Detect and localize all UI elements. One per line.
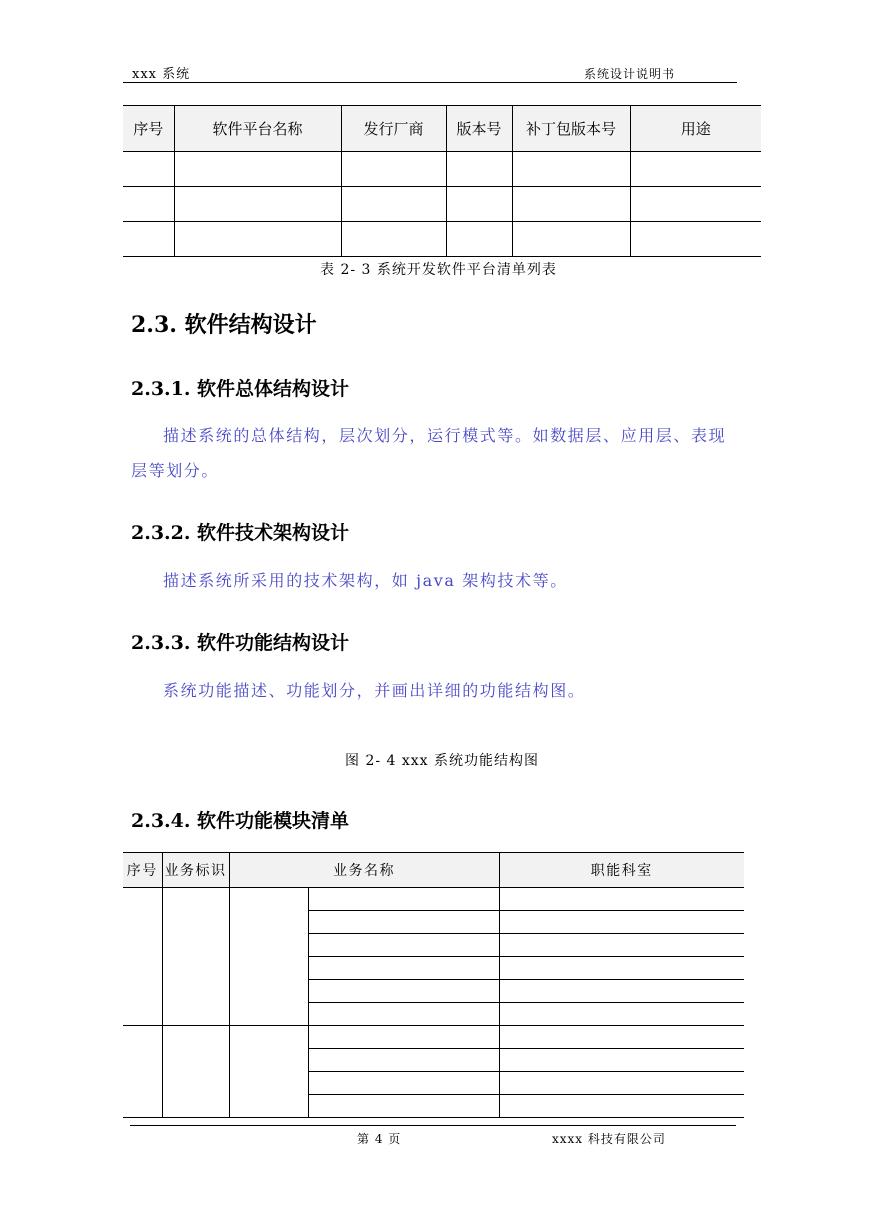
header-divider xyxy=(123,82,737,83)
heading-title: 软件功能模块清单 xyxy=(197,810,350,832)
column-header: 软件平台名称 xyxy=(174,106,341,152)
software-platform-table xyxy=(123,105,761,257)
column-header: 发行厂商 xyxy=(341,106,446,152)
subsection-heading-2-3-4 xyxy=(131,806,349,833)
column-header: 用途 xyxy=(630,106,761,152)
subsection-heading-2-3-3 xyxy=(131,628,349,655)
heading-number: 2.3.1. xyxy=(131,378,191,400)
paragraph-function-structure: 系统功能描述、功能划分，并画出详细的功能结构图。 xyxy=(163,681,586,700)
paragraph-tech-architecture: 描述系统所采用的技术架构，如 java 架构技术等。 xyxy=(163,571,568,590)
heading-number: 2.3.2. xyxy=(131,522,191,544)
column-header: 序号 xyxy=(123,106,174,152)
header-system-name: xxx 系统 xyxy=(132,67,191,82)
figure-caption: 图 2- 4 xxx 系统功能结构图 xyxy=(345,753,540,769)
table-caption: 表 2- 3 系统开发软件平台清单列表 xyxy=(320,262,557,278)
section-heading: 2.3. 软件结构设计 xyxy=(131,312,317,338)
table-row xyxy=(123,187,761,222)
column-header: 业务名称 xyxy=(229,853,499,888)
heading-title: 软件技术架构设计 xyxy=(197,522,350,544)
subsection-heading-2-3-2 xyxy=(131,518,349,545)
paragraph-overall-structure: 描述系统的总体结构，层次划分，运行模式等。如数据层、应用层、表现层等划分。 xyxy=(131,426,727,480)
table-header-row xyxy=(123,853,744,888)
column-header: 职能科室 xyxy=(499,853,744,888)
table-row xyxy=(123,888,744,911)
footer-divider xyxy=(130,1125,736,1126)
function-module-table xyxy=(123,852,744,1118)
table-row xyxy=(123,152,761,187)
table-header-row xyxy=(123,106,761,152)
subsection-heading-2-3-1 xyxy=(131,374,349,401)
heading-number: 2.3.3. xyxy=(131,632,191,654)
heading-number: 2.3.4. xyxy=(131,810,191,832)
column-header: 版本号 xyxy=(446,106,512,152)
footer-company: xxxx 科技有限公司 xyxy=(552,1132,666,1146)
table-row xyxy=(123,1026,744,1049)
column-header: 业务标识 xyxy=(162,853,229,888)
header-doc-title: 系统设计说明书 xyxy=(584,67,676,81)
column-header: 序号 xyxy=(123,853,162,888)
table-row xyxy=(123,222,761,257)
heading-title: 软件功能结构设计 xyxy=(197,632,350,654)
page-number: 第 4 页 xyxy=(357,1132,402,1146)
column-header: 补丁包版本号 xyxy=(512,106,630,152)
heading-title: 软件总体结构设计 xyxy=(197,378,350,400)
